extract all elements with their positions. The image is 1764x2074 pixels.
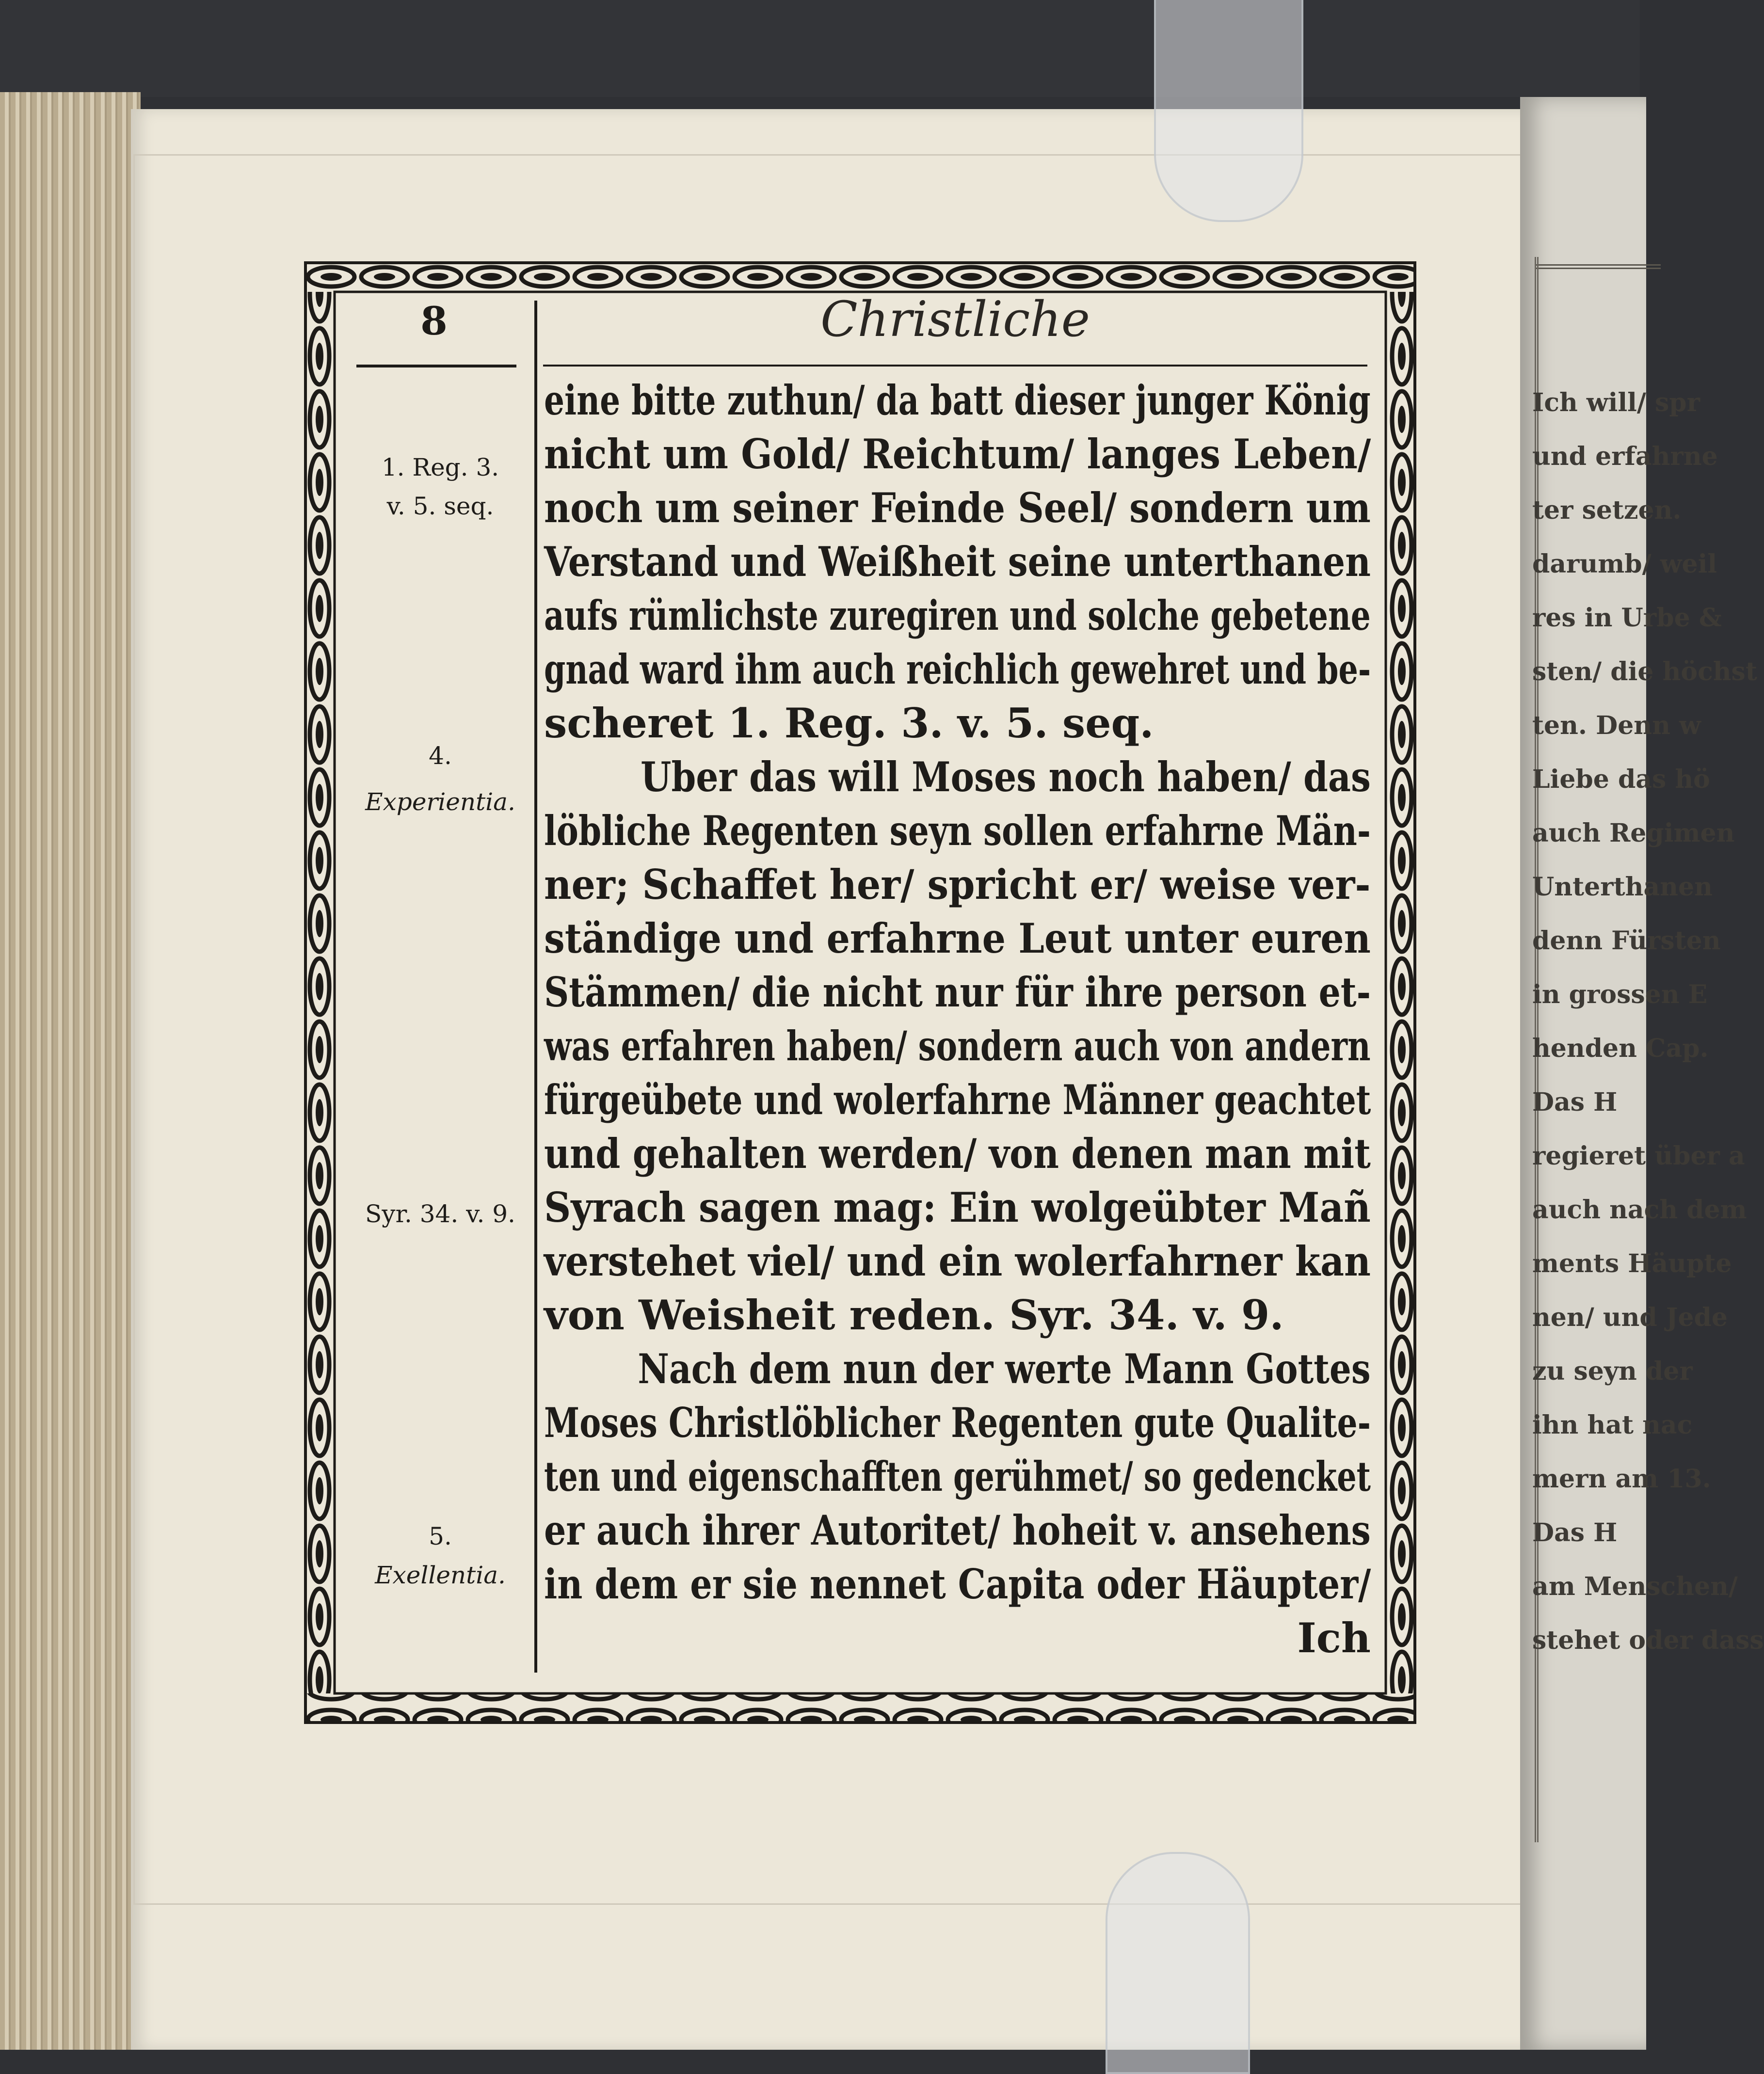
text-line: fürgeübete und wolerfahrne Männer geachtet (544, 1076, 1371, 1124)
facing-page-text-line: darumb/ weil (1532, 549, 1717, 579)
text-line: was erfahren haben/ sondern auch von andern (544, 1022, 1371, 1070)
facing-page-text-line: ihn hat nac (1532, 1410, 1693, 1440)
facing-page-text-line: stehet oder dass (1532, 1626, 1764, 1655)
facing-page-text-line: Das H (1532, 1087, 1618, 1117)
facing-page-text-line: ten. Denn w (1532, 711, 1701, 740)
header-rule-margin (356, 365, 516, 367)
margin-note-heading: Exellentia. (375, 1561, 506, 1589)
facing-page-text-line: sten/ die höchst (1532, 657, 1757, 686)
margin-note-heading: Experientia. (365, 788, 515, 816)
page-holder-clip-bottom (1106, 1852, 1250, 2074)
text-line: gnad ward ihm auch reichlich gewehret und be- (544, 645, 1371, 693)
text-line: ten und eigenschafften gerühmet/ so gedencket (544, 1452, 1371, 1500)
text-line: ner; Schaffet her/ spricht er/ weise ver- (544, 861, 1371, 909)
text-line: verstehet viel/ und ein wolerfahrner kan (544, 1237, 1371, 1285)
text-line: von Weisheit reden. Syr. 34. v. 9. (544, 1291, 1284, 1339)
margin-note-ref: Syr. 34. v. 9. (365, 1200, 515, 1228)
running-head: Christliche (820, 291, 1090, 348)
facing-page-text-line: nen/ und Jede (1532, 1303, 1728, 1332)
margin-note-number: 4. (429, 742, 452, 770)
page-holder-clip-top (1154, 0, 1303, 222)
margin-note-ref: v. 5. seq. (386, 492, 494, 520)
text-line: und gehalten werden/ von denen man mit (544, 1130, 1371, 1178)
facing-page-text-line: henden Cap. (1532, 1034, 1709, 1063)
facing-page-text-line: und erfahrne (1532, 442, 1718, 471)
margin-note-number: 5. (429, 1522, 452, 1550)
text-line: ständige und erfahrne Leut unter euren (544, 914, 1371, 962)
text-line: in dem er sie nennet Capita oder Häupter/ (544, 1560, 1371, 1608)
text-line: löbliche Regenten seyn sollen erfahrne Män- (544, 807, 1371, 855)
book-page-edges (0, 92, 141, 2050)
facing-page-text-line: auch Regimen (1532, 818, 1735, 848)
facing-page-text-line: res in Urbe & (1532, 603, 1722, 633)
facing-page-text-line: am Menschen/ (1532, 1572, 1738, 1601)
margin-note-ref: 1. Reg. 3. (381, 453, 499, 481)
facing-page-text-line: regieret über a (1532, 1141, 1745, 1171)
text-line: Moses Christlöblicher Regenten gute Qualite- (544, 1399, 1371, 1447)
facing-page-text-line: denn Fürsten (1532, 926, 1721, 956)
facing-page-text-line: Unterthanen (1532, 872, 1713, 902)
text-line: scheret 1. Reg. 3. v. 5. seq. (544, 699, 1154, 747)
facing-page-text-line: auch nach dem (1532, 1195, 1747, 1225)
text-line: Syrach sagen mag: Ein wolgeübter Mañ (544, 1183, 1371, 1231)
text-line: eine bitte zuthun/ da batt dieser junger König (544, 376, 1371, 424)
facing-page-text-line: in grossen E (1532, 980, 1708, 1009)
facing-page (1520, 97, 1764, 2050)
facing-page-text-line: Das H (1532, 1518, 1618, 1548)
text-line: nicht um Gold/ Reichtum/ langes Leben/ (544, 430, 1371, 478)
scanner-background (0, 0, 1640, 97)
text-line: Verstand und Weißheit seine unterthanen (544, 538, 1371, 586)
facing-page-text-line: ter setzen. (1532, 495, 1682, 525)
facing-page-text-line: Liebe das hö (1532, 765, 1710, 794)
text-line: Uber das will Moses noch haben/ das (641, 753, 1371, 801)
facing-page-text-line: zu seyn der (1532, 1356, 1693, 1386)
facing-page-text-line: ments Häupte (1532, 1249, 1732, 1278)
text-line: er auch ihrer Autoritet/ hoheit v. ansehens (544, 1506, 1371, 1554)
facing-page-text-line: mern am 13. (1532, 1464, 1711, 1494)
margin-divider-line (534, 301, 537, 1673)
facing-page-text-line: Ich will/ spr (1532, 388, 1700, 417)
text-line: noch um seiner Feinde Seel/ sondern um (544, 484, 1371, 532)
page-number: 8 (420, 298, 448, 344)
facing-page-border-top (1535, 264, 1661, 284)
text-line: Nach dem nun der werte Mann Gottes (638, 1345, 1371, 1393)
header-rule-text (543, 365, 1367, 367)
catchword: Ich (1297, 1614, 1371, 1662)
body-text (544, 373, 1371, 1665)
text-line: aufs rümlichste zuregiren und solche gebetene (544, 591, 1371, 639)
text-line: Stämmen/ die nicht nur für ihre person et- (544, 968, 1371, 1016)
